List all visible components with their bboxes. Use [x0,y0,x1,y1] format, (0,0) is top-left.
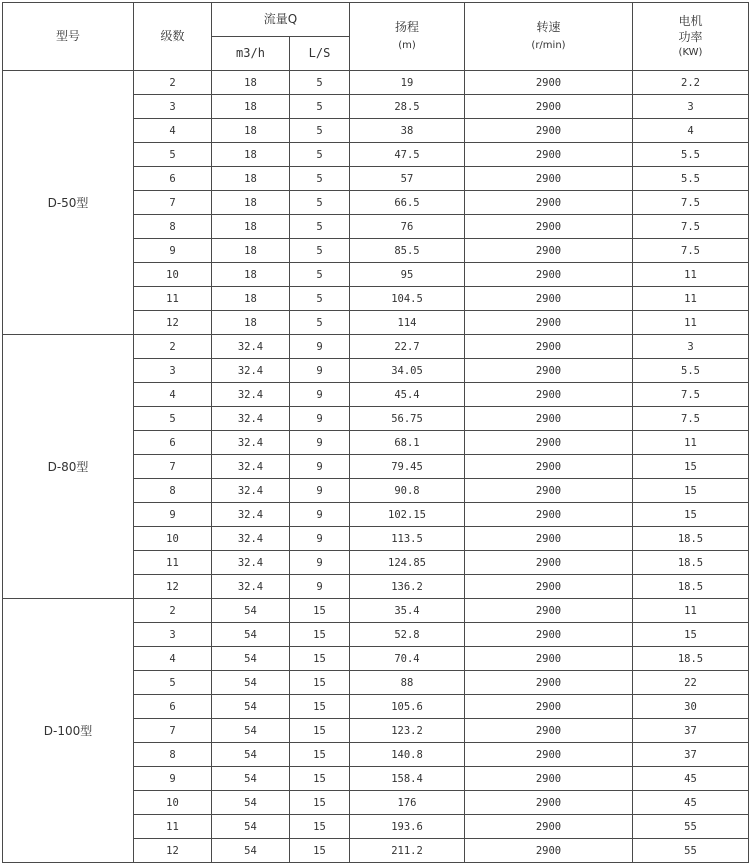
cell-power: 3 [633,95,749,119]
cell-stages: 8 [134,743,212,767]
cell-stages: 10 [134,791,212,815]
cell-stages: 5 [134,143,212,167]
cell-power: 4 [633,119,749,143]
cell-power: 18.5 [633,527,749,551]
cell-flow-ls: 5 [290,167,350,191]
cell-flow-ls: 15 [290,623,350,647]
cell-head: 68.1 [350,431,465,455]
cell-head: 124.85 [350,551,465,575]
cell-flow-ls: 15 [290,839,350,863]
cell-flow-ls: 5 [290,311,350,335]
header-model: 型号 [3,3,134,71]
cell-power: 15 [633,623,749,647]
cell-stages: 6 [134,431,212,455]
cell-flow-ls: 5 [290,191,350,215]
header-speed-unit: (r/min) [531,40,566,51]
cell-stages: 2 [134,335,212,359]
cell-flow-m3h: 32.4 [212,455,290,479]
cell-flow-m3h: 54 [212,599,290,623]
cell-flow-m3h: 32.4 [212,383,290,407]
cell-speed: 2900 [465,695,633,719]
cell-head: 158.4 [350,767,465,791]
cell-speed: 2900 [465,263,633,287]
cell-flow-m3h: 18 [212,215,290,239]
header-power-line2: 功率 [678,29,703,44]
cell-head: 56.75 [350,407,465,431]
cell-flow-ls: 9 [290,551,350,575]
cell-flow-m3h: 18 [212,287,290,311]
cell-stages: 12 [134,311,212,335]
cell-flow-m3h: 18 [212,119,290,143]
cell-head: 76 [350,215,465,239]
cell-speed: 2900 [465,479,633,503]
cell-flow-ls: 9 [290,431,350,455]
cell-power: 45 [633,791,749,815]
cell-head: 45.4 [350,383,465,407]
cell-speed: 2900 [465,311,633,335]
cell-speed: 2900 [465,575,633,599]
cell-flow-ls: 5 [290,95,350,119]
cell-flow-m3h: 54 [212,767,290,791]
cell-flow-m3h: 18 [212,143,290,167]
cell-power: 55 [633,815,749,839]
cell-flow-m3h: 32.4 [212,431,290,455]
header-head-unit: (m) [398,40,416,51]
cell-head: 105.6 [350,695,465,719]
cell-power: 5.5 [633,167,749,191]
cell-power: 11 [633,263,749,287]
cell-stages: 4 [134,383,212,407]
cell-speed: 2900 [465,215,633,239]
cell-head: 104.5 [350,287,465,311]
cell-flow-ls: 15 [290,719,350,743]
cell-speed: 2900 [465,167,633,191]
cell-speed: 2900 [465,719,633,743]
cell-flow-m3h: 32.4 [212,503,290,527]
cell-head: 136.2 [350,575,465,599]
cell-power: 18.5 [633,647,749,671]
cell-flow-m3h: 54 [212,695,290,719]
cell-stages: 10 [134,527,212,551]
cell-speed: 2900 [465,335,633,359]
cell-head: 19 [350,71,465,95]
header-flow: 流量Q [212,3,350,37]
cell-head: 88 [350,671,465,695]
cell-power: 18.5 [633,551,749,575]
cell-power: 15 [633,479,749,503]
cell-stages: 7 [134,191,212,215]
cell-head: 28.5 [350,95,465,119]
cell-flow-ls: 9 [290,335,350,359]
cell-stages: 11 [134,287,212,311]
cell-flow-ls: 15 [290,791,350,815]
cell-speed: 2900 [465,191,633,215]
header-head [350,3,465,71]
cell-stages: 8 [134,215,212,239]
cell-stages: 6 [134,167,212,191]
cell-flow-ls: 5 [290,263,350,287]
cell-flow-ls: 9 [290,407,350,431]
cell-flow-m3h: 54 [212,719,290,743]
cell-stages: 5 [134,671,212,695]
cell-stages: 7 [134,719,212,743]
cell-speed: 2900 [465,815,633,839]
cell-stages: 2 [134,599,212,623]
cell-flow-m3h: 32.4 [212,551,290,575]
cell-flow-m3h: 18 [212,191,290,215]
cell-head: 66.5 [350,191,465,215]
cell-power: 37 [633,719,749,743]
header-flow-m3h: m3/h [212,37,290,71]
cell-head: 22.7 [350,335,465,359]
cell-speed: 2900 [465,551,633,575]
cell-stages: 9 [134,767,212,791]
cell-power: 7.5 [633,383,749,407]
cell-flow-m3h: 18 [212,71,290,95]
model-cell: D-100型 [3,599,134,863]
cell-stages: 7 [134,455,212,479]
cell-stages: 8 [134,479,212,503]
header-power-unit: (KW) [678,46,703,58]
cell-flow-m3h: 18 [212,311,290,335]
cell-flow-ls: 9 [290,383,350,407]
cell-speed: 2900 [465,743,633,767]
cell-head: 193.6 [350,815,465,839]
cell-flow-m3h: 32.4 [212,359,290,383]
cell-speed: 2900 [465,383,633,407]
cell-stages: 3 [134,623,212,647]
cell-stages: 11 [134,551,212,575]
cell-speed: 2900 [465,431,633,455]
cell-flow-ls: 15 [290,647,350,671]
cell-head: 123.2 [350,719,465,743]
header-power [633,3,749,71]
cell-power: 7.5 [633,215,749,239]
model-cell: D-80型 [3,335,134,599]
cell-power: 11 [633,311,749,335]
cell-stages: 12 [134,839,212,863]
cell-power: 15 [633,503,749,527]
cell-power: 7.5 [633,239,749,263]
cell-head: 70.4 [350,647,465,671]
cell-head: 38 [350,119,465,143]
cell-flow-m3h: 32.4 [212,575,290,599]
pump-spec-table [2,2,749,863]
cell-power: 45 [633,767,749,791]
cell-flow-m3h: 54 [212,839,290,863]
cell-flow-ls: 5 [290,239,350,263]
cell-flow-ls: 9 [290,503,350,527]
cell-head: 85.5 [350,239,465,263]
cell-head: 52.8 [350,623,465,647]
cell-flow-ls: 5 [290,287,350,311]
cell-flow-m3h: 54 [212,671,290,695]
cell-flow-ls: 15 [290,767,350,791]
cell-stages: 9 [134,503,212,527]
header-flow-ls: L/S [290,37,350,71]
cell-power: 7.5 [633,407,749,431]
cell-flow-ls: 9 [290,479,350,503]
cell-head: 34.05 [350,359,465,383]
table-row [3,71,749,95]
cell-stages: 2 [134,71,212,95]
cell-head: 79.45 [350,455,465,479]
cell-speed: 2900 [465,599,633,623]
cell-flow-m3h: 54 [212,623,290,647]
cell-flow-ls: 9 [290,575,350,599]
cell-speed: 2900 [465,623,633,647]
cell-stages: 12 [134,575,212,599]
cell-power: 11 [633,431,749,455]
cell-speed: 2900 [465,359,633,383]
cell-flow-m3h: 54 [212,791,290,815]
cell-flow-ls: 9 [290,359,350,383]
cell-head: 113.5 [350,527,465,551]
cell-power: 22 [633,671,749,695]
cell-stages: 6 [134,695,212,719]
cell-speed: 2900 [465,791,633,815]
cell-speed: 2900 [465,839,633,863]
cell-speed: 2900 [465,407,633,431]
cell-head: 57 [350,167,465,191]
cell-flow-ls: 5 [290,215,350,239]
cell-head: 140.8 [350,743,465,767]
cell-power: 18.5 [633,575,749,599]
cell-flow-m3h: 32.4 [212,527,290,551]
cell-head: 90.8 [350,479,465,503]
cell-head: 47.5 [350,143,465,167]
cell-speed: 2900 [465,503,633,527]
cell-speed: 2900 [465,239,633,263]
cell-stages: 3 [134,95,212,119]
cell-head: 114 [350,311,465,335]
cell-power: 7.5 [633,191,749,215]
cell-flow-m3h: 18 [212,263,290,287]
table-row [3,335,749,359]
cell-speed: 2900 [465,527,633,551]
cell-stages: 5 [134,407,212,431]
cell-flow-ls: 5 [290,119,350,143]
cell-flow-ls: 15 [290,815,350,839]
header-stages: 级数 [134,3,212,71]
cell-stages: 9 [134,239,212,263]
cell-flow-m3h: 32.4 [212,407,290,431]
table-row [3,599,749,623]
cell-stages: 4 [134,119,212,143]
header-head-label: 扬程 [394,20,419,34]
cell-head: 211.2 [350,839,465,863]
cell-flow-ls: 9 [290,527,350,551]
cell-flow-ls: 5 [290,71,350,95]
cell-flow-ls: 5 [290,143,350,167]
cell-speed: 2900 [465,287,633,311]
cell-power: 5.5 [633,143,749,167]
cell-power: 5.5 [633,359,749,383]
cell-head: 35.4 [350,599,465,623]
cell-stages: 4 [134,647,212,671]
cell-flow-m3h: 18 [212,167,290,191]
header-speed [465,3,633,71]
header-power-line1: 电机 [678,13,703,28]
cell-speed: 2900 [465,671,633,695]
cell-power: 15 [633,455,749,479]
cell-flow-m3h: 54 [212,647,290,671]
cell-power: 2.2 [633,71,749,95]
cell-speed: 2900 [465,143,633,167]
cell-power: 3 [633,335,749,359]
cell-flow-ls: 9 [290,455,350,479]
cell-speed: 2900 [465,119,633,143]
cell-flow-ls: 15 [290,695,350,719]
cell-power: 55 [633,839,749,863]
header-speed-label: 转速 [536,20,561,34]
cell-flow-ls: 15 [290,671,350,695]
model-cell: D-50型 [3,71,134,335]
cell-speed: 2900 [465,71,633,95]
cell-power: 11 [633,287,749,311]
cell-power: 37 [633,743,749,767]
cell-power: 30 [633,695,749,719]
cell-flow-m3h: 32.4 [212,335,290,359]
cell-power: 11 [633,599,749,623]
cell-flow-m3h: 54 [212,743,290,767]
cell-speed: 2900 [465,455,633,479]
cell-speed: 2900 [465,767,633,791]
cell-head: 176 [350,791,465,815]
cell-flow-ls: 15 [290,599,350,623]
cell-stages: 10 [134,263,212,287]
cell-flow-m3h: 18 [212,95,290,119]
cell-head: 95 [350,263,465,287]
cell-flow-m3h: 32.4 [212,479,290,503]
cell-head: 102.15 [350,503,465,527]
cell-flow-m3h: 18 [212,239,290,263]
cell-speed: 2900 [465,95,633,119]
cell-stages: 11 [134,815,212,839]
cell-speed: 2900 [465,647,633,671]
cell-stages: 3 [134,359,212,383]
cell-flow-m3h: 54 [212,815,290,839]
cell-flow-ls: 15 [290,743,350,767]
